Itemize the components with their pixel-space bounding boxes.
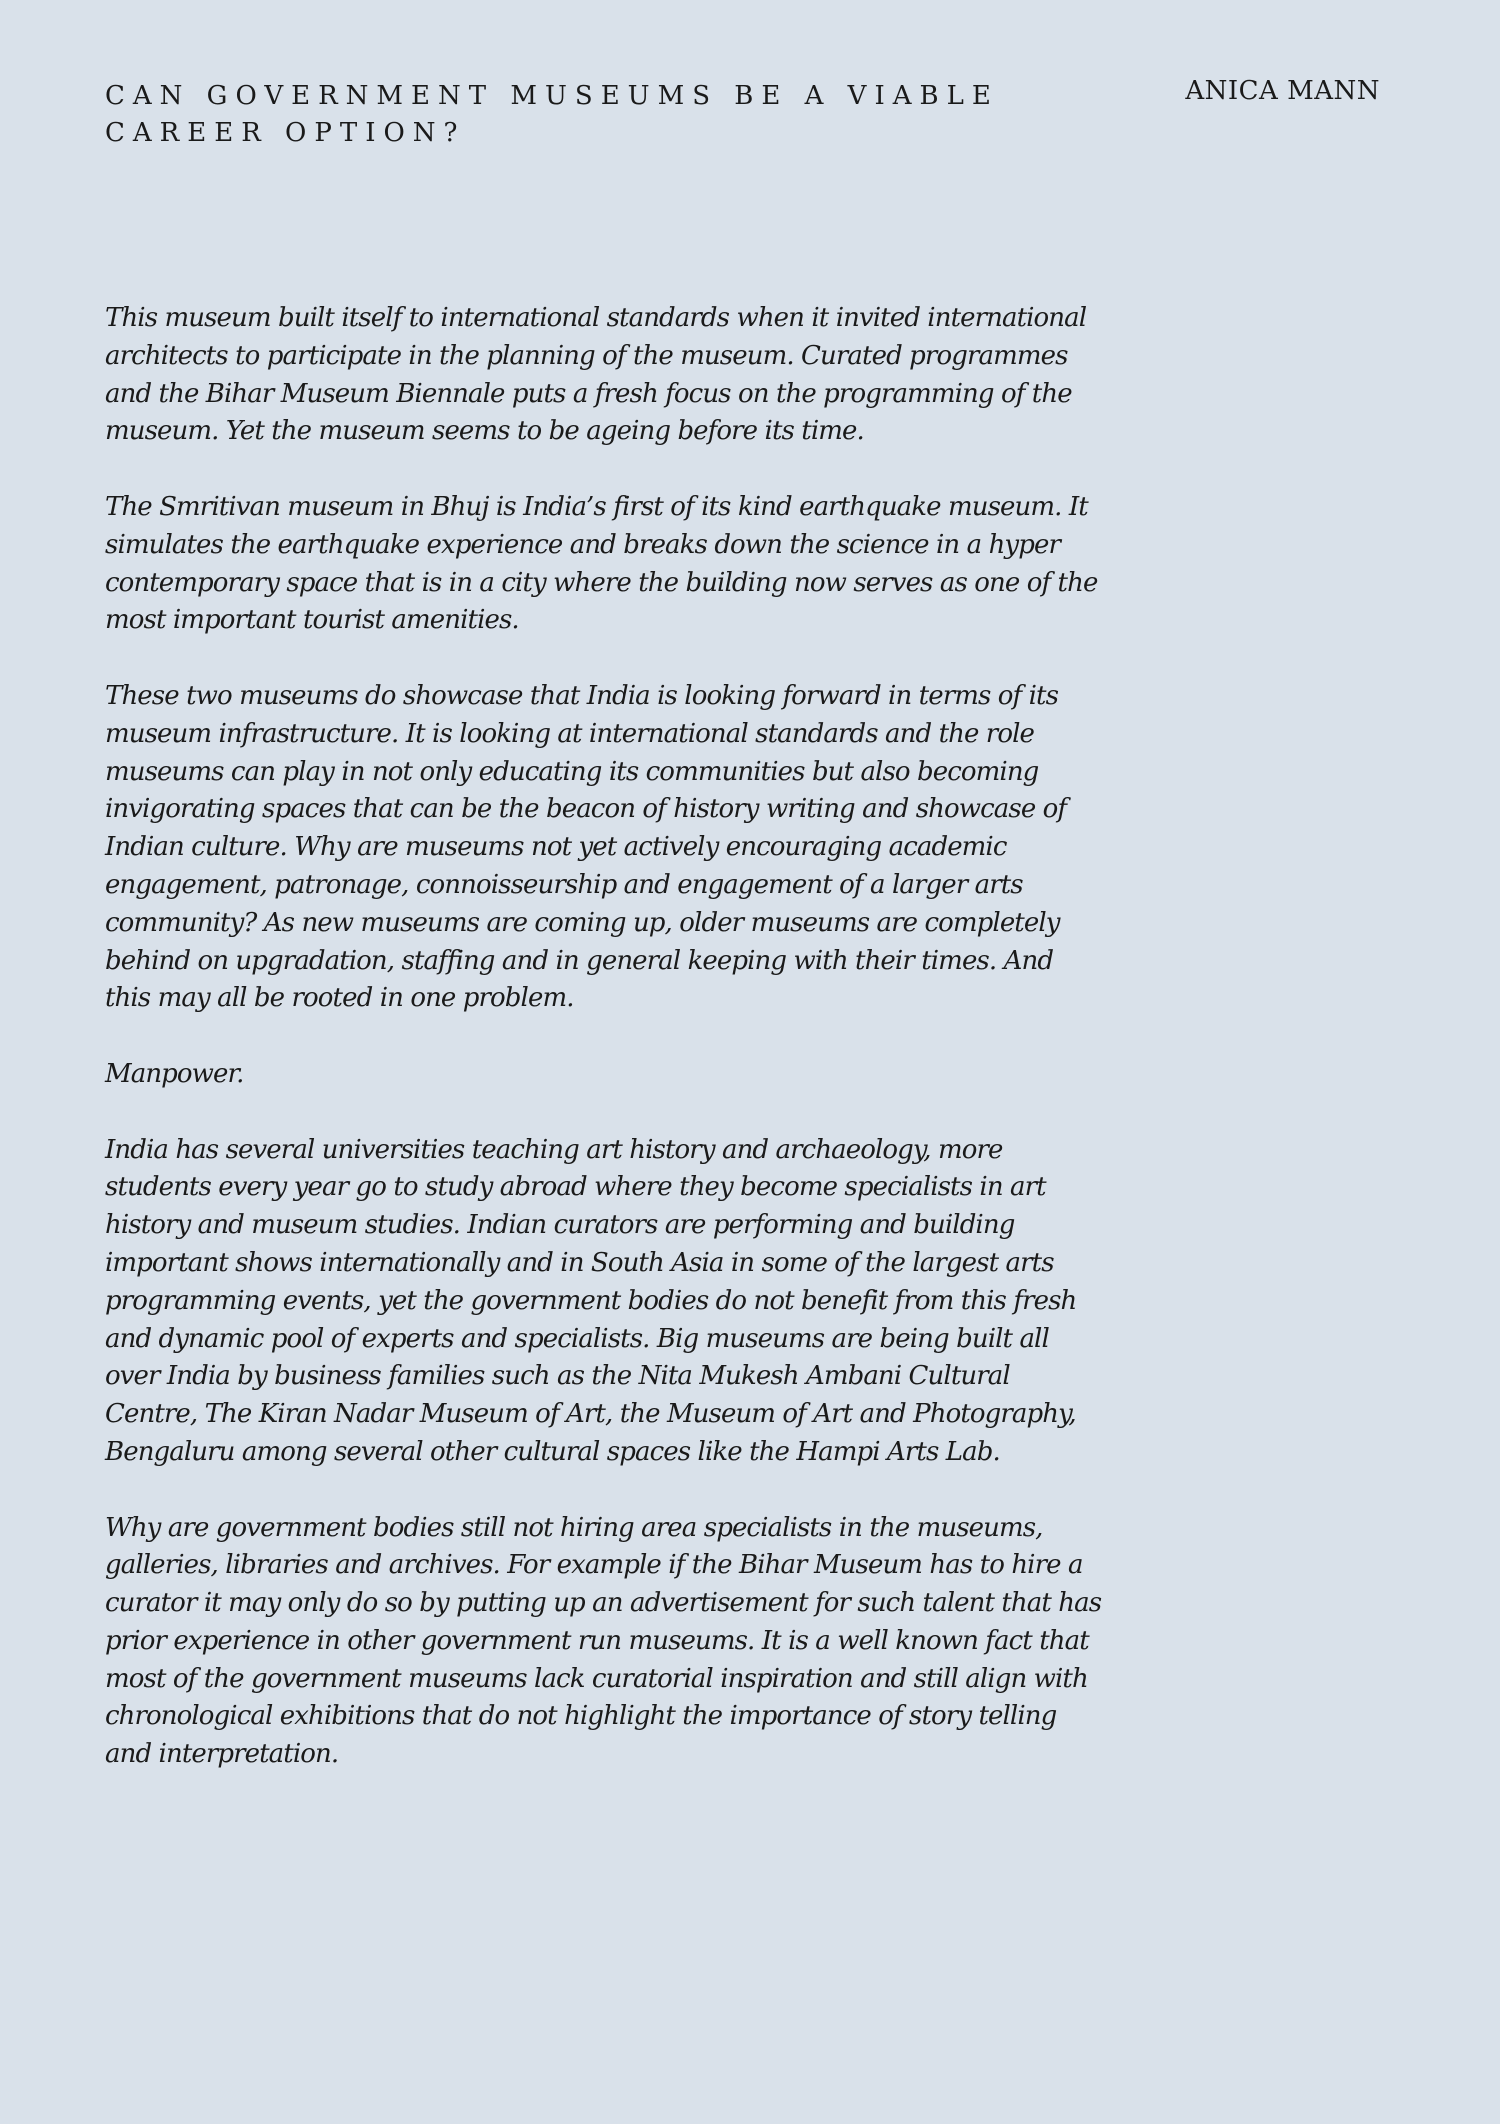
paragraph-specialists: India has several universities teaching art history and archaeology, more students every year go to study abroad where they become specialists in art history and museum studies. Indian curators are performing and building important shows internationally and in South Asia in some of the largest arts programming events, yet the government bodies do not benefit from this fresh and dynamic pool of experts and specialists. Big museums are being built all over India by business families such as the Nita Mukesh Ambani Cultural Centre, The Kiran Nadar Museum of Art, the Museum of Art and Photography, Bengaluru among several other cultural spaces like the Hampi Arts Lab.	[105, 1134, 1077, 1467]
paragraph-smritivan-museum: The Smritivan museum in Bhuj is India’s first of its kind earthquake museum. It simulates the earthquake experience and breaks down the science in a hyper contemporary space that is in a city where the building now serves as one of the most important tourist amenities.	[105, 491, 1098, 636]
article-title: CAN GOVERNMENT MUSEUMS BE A VIABLE CAREER OPTION?	[105, 81, 999, 148]
paragraph-museum-infrastructure: These two museums do showcase that India is looking forward in terms of its museum infrastructure. It is looking at international standards and the role museums can play in not only educating its communities but also becoming invigorating spaces that can be the beacon of history writing and showcase of Indian culture. Why are museums not yet actively encouraging academic engagement, patronage, connoisseurship and engagement of a larger arts community? As new museums are coming up, older museums are completely behind on upgradation, staffing and in general keeping with their times. And this may all be rooted in one problem.	[105, 680, 1067, 1014]
paragraph-manpower: Manpower.	[105, 1058, 244, 1089]
paragraph-bihar-museum: This museum built itself to international standards when it invited international architects to participate in the planning of the museum. Curated programmes and the Bihar Museum Biennale puts a fresh focus on the programming of the museum. Yet the museum seems to be ageing before its time.	[105, 303, 1087, 447]
paragraph-government-hiring: Why are government bodies still not hiring area specialists in the museums, galleries, libraries and archives. For example if the Bihar Museum has to hire a curator it may only do so by putting up an advertisement for such talent that has prior experience in other government run museums. It is a well known fact that most of the government museums lack curatorial inspiration and still align with chronological exhibitions that do not highlight the importance of story telling and interpretation.	[105, 1512, 1102, 1770]
page-header	[105, 78, 1380, 152]
article-body	[105, 300, 1105, 1812]
author-name: ANICA MANN	[1185, 76, 1380, 106]
